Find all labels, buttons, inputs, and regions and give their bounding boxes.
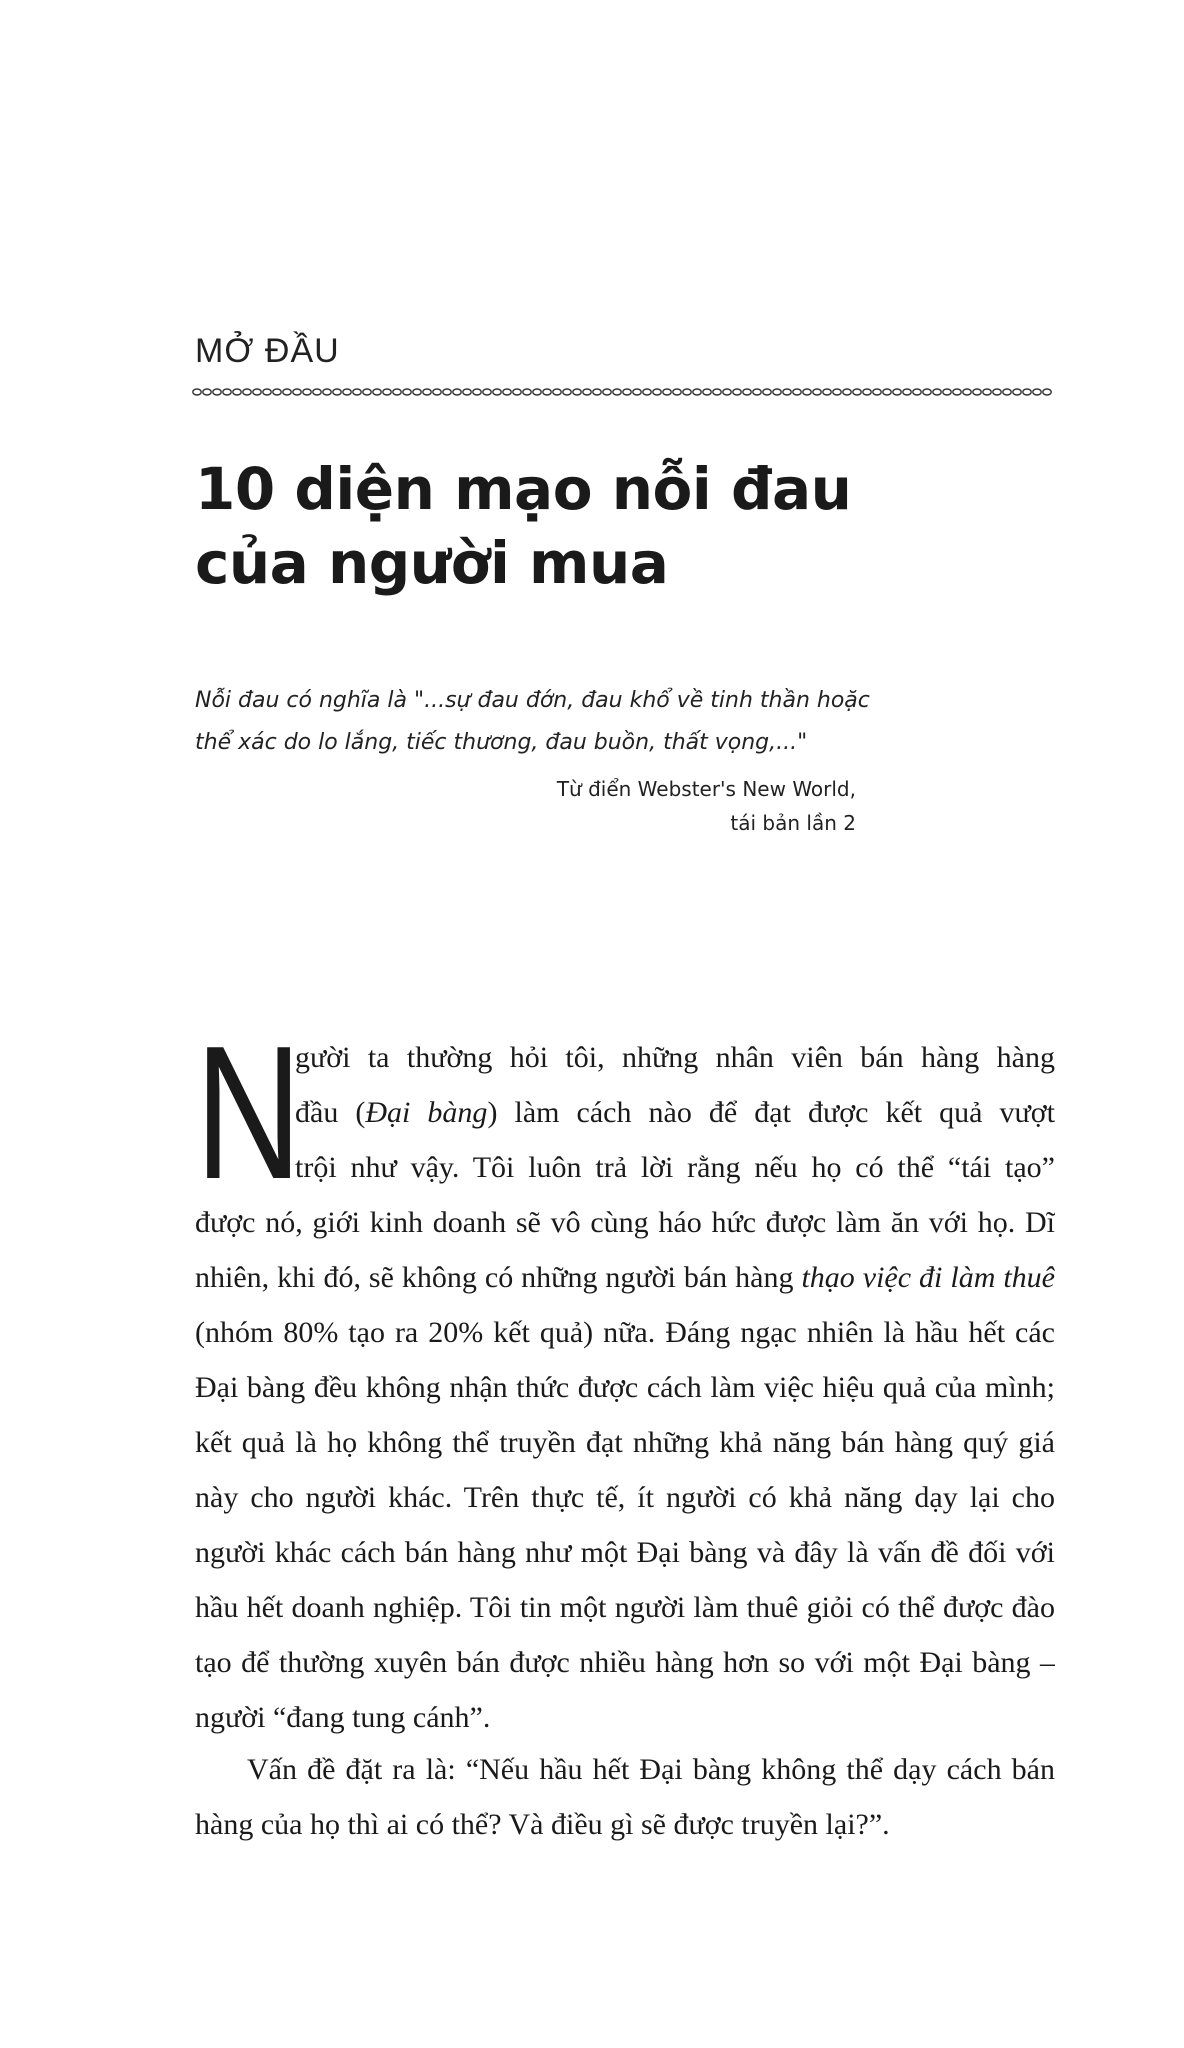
text-run: ) làm cách nào để đạt được kết quả vượt bbox=[487, 1096, 1055, 1129]
paragraph-line bbox=[195, 1085, 1055, 1140]
paragraph-line: này cho người khác. Trên thực tế, ít người có khả năng dạy lại cho bbox=[195, 1481, 1055, 1514]
paragraph-line: tạo để thường xuyên bán được nhiều hàng hơn so với một Đại bàng – bbox=[195, 1646, 1055, 1679]
paragraph-line: trội như vậy. Tôi luôn trả lời rằng nếu họ có thể “tái tạo” bbox=[295, 1151, 1055, 1184]
paragraph-line bbox=[195, 1250, 1055, 1305]
paragraph-line: Đại bàng đều không nhận thức được cách làm việc hiệu quả của mình; bbox=[195, 1371, 1055, 1404]
epigraph-line: Nỗi đau có nghĩa là "...sự đau đớn, đau khổ về tinh thần hoặc bbox=[195, 688, 870, 713]
paragraph-line: được nó, giới kinh doanh sẽ vô cùng háo hức được làm ăn với họ. Dĩ bbox=[195, 1206, 1055, 1239]
paragraph-line: gười ta thường hỏi tôi, những nhân viên bán hàng hàng bbox=[295, 1041, 1055, 1074]
paragraph-1 bbox=[195, 1007, 1055, 1745]
paragraph-line: người “đang tung cánh”. bbox=[195, 1701, 491, 1734]
italic-term: thạo việc đi làm thuê bbox=[801, 1261, 1055, 1294]
paragraph-line: hàng của họ thì ai có thể? Và điều gì sẽ được truyền lại?”. bbox=[195, 1808, 890, 1841]
epigraph-source-line: Từ điển Webster's New World, bbox=[556, 777, 856, 801]
epigraph-line: thể xác do lo lắng, tiếc thương, đau buồn, thất vọng,..." bbox=[195, 730, 808, 755]
epigraph-source-line: tái bản lần 2 bbox=[730, 811, 856, 835]
paragraph-2 bbox=[195, 1742, 1055, 1852]
paragraph-line: người khác cách bán hàng như một Đại bàng và đây là vấn đề đối với bbox=[195, 1536, 1055, 1569]
ornament-rule bbox=[192, 384, 1052, 400]
text-run: đầu ( bbox=[295, 1096, 366, 1129]
paragraph-line: (nhóm 80% tạo ra 20% kết quả) nữa. Đáng ngạc nhiên là hầu hết các bbox=[195, 1316, 1055, 1349]
paragraph-line: Vấn đề đặt ra là: “Nếu hầu hết Đại bàng không thể dạy cách bán bbox=[247, 1753, 1055, 1786]
chapter-title bbox=[195, 452, 1055, 600]
paragraph-line: hầu hết doanh nghiệp. Tôi tin một người làm thuê giỏi có thể được đào bbox=[195, 1591, 1055, 1624]
chapter-title-line: của người mua bbox=[195, 529, 669, 597]
epigraph-quote bbox=[195, 680, 915, 764]
epigraph-source bbox=[460, 772, 856, 840]
italic-term: Đại bàng bbox=[365, 1096, 488, 1129]
chapter-title-line: 10 diện mạo nỗi đau bbox=[195, 455, 852, 523]
paragraph-line: kết quả là họ không thể truyền đạt những khả năng bán hàng quý giá bbox=[195, 1426, 1055, 1459]
chapter-label: MỞ ĐẦU bbox=[195, 332, 340, 370]
drop-cap: N bbox=[195, 1007, 303, 1219]
text-run: nhiên, khi đó, sẽ không có những người bán hàng bbox=[195, 1261, 802, 1294]
